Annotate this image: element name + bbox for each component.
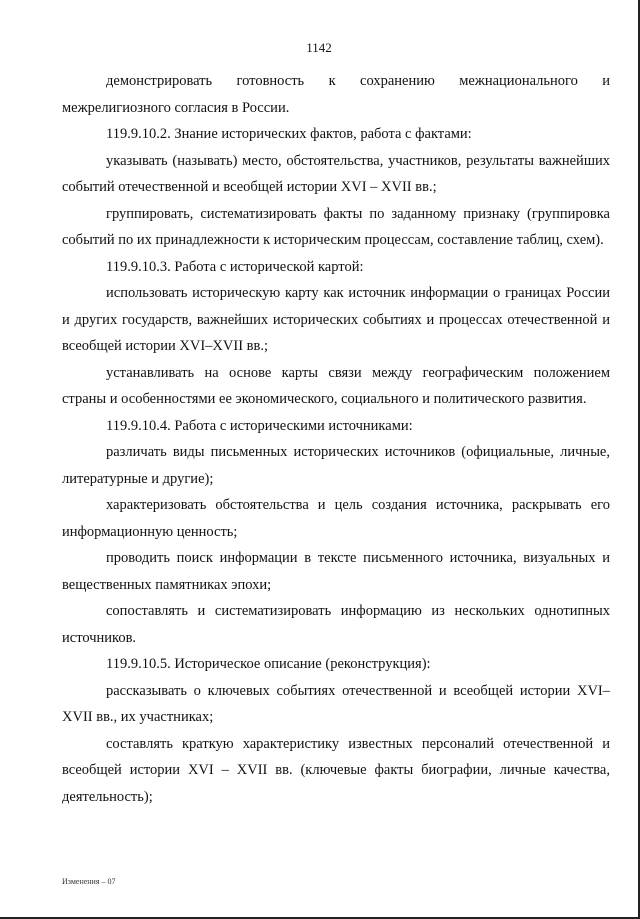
footer-note: Изменения – 07 [62, 877, 116, 886]
paragraph: использовать историческую карту как источник информации о границах России и других государств, важнейших исторических событиях и процессах отечественной и всеобщей истории XVI–XVII вв.; [62, 285, 610, 354]
paragraph: демонстрировать готовность к сохранению межнационального и межрелигиозного согласия в России. [62, 73, 610, 116]
paragraph: рассказывать о ключевых событиях отечественной и всеобщей истории XVI–XVII вв., их участниках; [62, 682, 610, 725]
paragraph: составлять краткую характеристику известных персоналий отечественной и всеобщей истории XVI – XVII вв. (ключевые факты биографии, личные качества, деятельность); [62, 735, 610, 805]
paragraph: характеризовать обстоятельства и цель создания источника, раскрывать его информационную ценность; [62, 497, 610, 540]
body-text [62, 68, 610, 810]
section-heading: 119.9.10.5. Историческое описание (реконструкция): [106, 656, 431, 672]
paragraph: устанавливать на основе карты связи между географическим положением страны и особенностями ее экономического, социального и политического развития. [62, 364, 610, 407]
paragraph: группировать, систематизировать факты по заданному признаку (группировка событий по их принадлежности к историческим процессам, составление таблиц, схем). [62, 205, 610, 248]
section-heading: 119.9.10.3. Работа с исторической картой: [106, 258, 364, 275]
section-heading: 119.9.10.2. Знание исторических фактов, работа с фактами: [106, 126, 472, 142]
paragraph: различать виды письменных исторических источников (официальные, личные, литературные и другие); [62, 444, 610, 487]
page-number: 1142 [306, 40, 332, 55]
paragraph: указывать (называть) место, обстоятельства, участников, результаты важнейших событий отечественной и всеобщей истории XVI – XVII вв.; [62, 152, 610, 195]
paragraph: сопоставлять и систематизировать информацию из нескольких однотипных источников. [62, 603, 610, 646]
section-heading: 119.9.10.4. Работа с историческими источниками: [106, 417, 413, 434]
paragraph: проводить поиск информации в тексте письменного источника, визуальных и вещественных памятниках эпохи; [62, 550, 610, 593]
